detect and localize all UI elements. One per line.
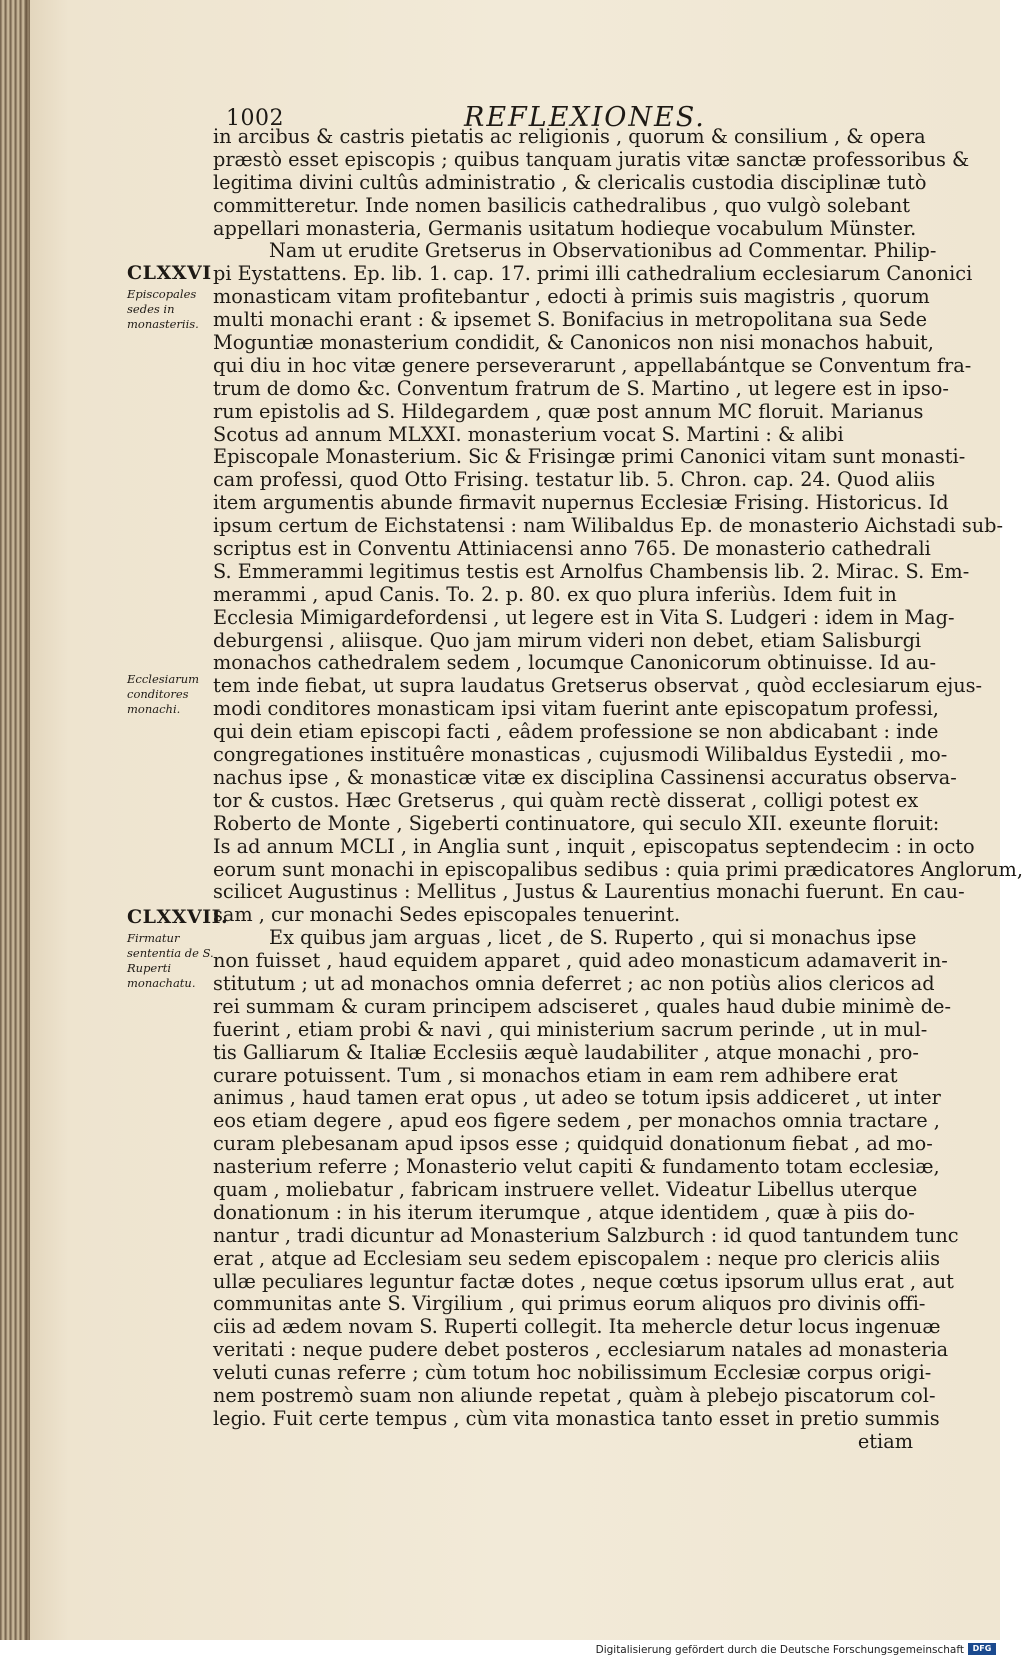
text-line: committeretur. Inde nomen basilicis cathedralibus , quo vulgò solebant — [213, 193, 911, 217]
margin-note-text: Ecclesiarum conditores monachi. — [127, 672, 200, 716]
text-line: pi Eystattens. Ep. lib. 1. cap. 17. primi illi cathedralium ecclesiarum Canonici — [213, 262, 973, 286]
text-line: eorum sunt monachi in episcopalibus sedibus : quia primi prædicatores Anglorum, — [213, 857, 1023, 881]
text-line: communitas ante S. Virgilium , qui primus eorum aliquos pro divinis offi- — [213, 1292, 926, 1316]
section-number: CLXXVII. — [127, 906, 229, 928]
text-line: Scotus ad annum MLXXI. monasterium vocat S. Martini : & alibi — [213, 422, 844, 446]
text-line: monasticam vitam profitebantur , edocti à primis suis magistris , quorum — [213, 285, 930, 309]
text-line: curam plebesanam apud ipsos esse ; quidquid donationum fiebat , ad mo- — [213, 1132, 933, 1156]
text-line: scilicet Augustinus : Mellitus , Justus & Laurentius monachi fuerunt. En cau- — [213, 880, 965, 904]
margin-note-2 — [127, 672, 217, 717]
text-line: ipsum certum de Eichstatensi : nam Wilibaldus Ep. de monasterio Aichstadi sub- — [213, 514, 1003, 538]
margin-note-text: Episcopales sedes in monasteriis. — [127, 287, 199, 331]
text-line: appellari monasteria, Germanis usitatum hodieque vocabulum Münster. — [213, 216, 917, 240]
text-line: etiam — [857, 1429, 913, 1453]
text-line: Is ad annum MCLI , in Anglia sunt , inquit , episcopatus septendecim : in octo — [213, 834, 975, 858]
text-line: ciis ad ædem novam S. Ruperti collegit. Ita mehercle detur locus ingenuæ — [213, 1315, 941, 1339]
text-line: scriptus est in Conventu Attiniacensi anno 765. De monasterio cathedrali — [213, 537, 931, 561]
text-line: deburgensi , aliisque. Quo jam mirum videri non debet, etiam Salisburgi — [213, 628, 922, 652]
text-line: fuerint , etiam probi & navi , qui ministerium sacrum perinde , ut in mul- — [213, 1017, 928, 1041]
text-line: stitutum ; ut ad monachos omnia deferret ; ac non potiùs alios clericos ad — [213, 971, 935, 995]
text-line: non fuisset , haud equidem apparet , quid adeo monasticum adamaverit in- — [213, 949, 948, 973]
text-line: Moguntiæ monasterium condidit, & Canonicos non nisi monachos habuit, — [213, 331, 934, 355]
text-line: quam , moliebatur , fabricam instruere vellet. Videatur Libellus uterque — [213, 1177, 918, 1201]
text-line: Ecclesia Mimigardefordensi , ut legere est in Vita S. Ludgeri : idem in Mag- — [213, 605, 955, 629]
text-line: item argumentis abunde firmavit nupernus Ecclesiæ Frising. Historicus. Id — [213, 491, 949, 515]
text-line: monachos cathedralem sedem , locumque Canonicorum obtinuisse. Id au- — [213, 651, 937, 675]
text-line: congregationes instituêre monasticas , cujusmodi Wilibaldus Eystedii , mo- — [213, 743, 948, 767]
text-line: modi conditores monasticam ipsi vitam fuerint ante episcopatum professi, — [213, 697, 939, 721]
text-line: qui dein etiam episcopi facti , eâdem professione se non abdicabant : inde — [213, 720, 939, 744]
margin-note-text: Firmatur sententia de S. Ruperti monachatu. — [127, 931, 214, 990]
text-line: trum de domo &c. Conventum fratrum de S. Martino , ut legere est in ipso- — [213, 376, 949, 400]
text-line: merammi , apud Canis. To. 2. p. 80. ex quo plura inferiùs. Idem fuit in — [213, 582, 897, 606]
text-line: nasterium referre ; Monasterio velut capiti & fundamento totam ecclesiæ, — [213, 1155, 940, 1179]
text-line: tem inde fiebat, ut supra laudatus Gretserus observat , quòd ecclesiarum ejus- — [213, 674, 983, 698]
text-line: multi monachi erant : & ipsemet S. Bonifacius in metropolitana sua Sede — [213, 308, 927, 332]
text-line: S. Emmerammi legitimus testis est Arnolfus Chambensis lib. 2. Mirac. S. Em- — [213, 559, 970, 583]
text-line: in arcibus & castris pietatis ac religionis , quorum & consilium , & opera — [213, 125, 926, 148]
text-line: donationum : in his iterum iterumque , atque identidem , quæ à piis do- — [213, 1200, 915, 1224]
text-line: rum epistolis ad S. Hildegardem , quæ post annum MC floruit. Marianus — [213, 399, 924, 423]
text-line: tis Galliarum & Italiæ Ecclesiis æquè laudabiliter , atque monachi , pro- — [213, 1040, 919, 1064]
text-line: nem postremò suam non aliunde repetat , quàm à plebejo piscatorum col- — [213, 1383, 936, 1407]
text-line: Nam ut erudite Gretserus in Observationibus ad Commentar. Philip- — [269, 239, 937, 263]
text-line: tor & custos. Hæc Gretserus , qui quàm rectè disserat , colligi potest ex — [213, 788, 919, 812]
text-line: animus , haud tamen erat opus , ut adeo se totum ipsis addiceret , ut inter — [213, 1086, 941, 1110]
section-number: CLXXVI — [127, 262, 212, 284]
text-line: Ex quibus jam arguas , licet , de S. Ruperto , qui si monachus ipse — [269, 926, 917, 950]
margin-note-1 — [127, 262, 217, 332]
body-text — [213, 125, 1023, 1454]
text-line: nantur , tradi dicuntur ad Monasterium Salzburch : id quod tantundem tunc — [213, 1223, 959, 1247]
funding-credit: Digitalisierung gefördert durch die Deutsche Forschungsgemeinschaft — [595, 1644, 964, 1656]
text-line: ullæ peculiares leguntur factæ dotes , neque cœtus ipsorum ullus erat , aut — [213, 1269, 954, 1293]
footer-bar — [0, 1640, 1000, 1657]
text-line: eos etiam degere , apud eos figere sedem , per monachos omnia tractare , — [213, 1109, 940, 1133]
text-line: Episcopale Monasterium. Sic & Frisingæ primi Canonici vitam sunt monasti- — [213, 445, 966, 469]
text-line: cam professi, quod Otto Frising. testatur lib. 5. Chron. cap. 24. Quod aliis — [213, 468, 936, 492]
text-line: curare potuissent. Tum , si monachos etiam in eam rem adhibere erat — [213, 1063, 898, 1087]
dfg-logo: DFG — [968, 1643, 996, 1655]
running-title: REFLEXIONES. — [464, 102, 706, 133]
text-line: rei summam & curam principem adsciseret , quales haud dubie minimè de- — [213, 994, 951, 1018]
text-line: erat , atque ad Ecclesiam seu sedem episcopalem : neque pro clericis aliis — [213, 1246, 941, 1270]
book-page — [30, 0, 1023, 1640]
text-line: Roberto de Monte , Sigeberti continuatore, qui seculo XII. exeunte floruit: — [213, 811, 940, 835]
text-line: præstò esset episcopis ; quibus tanquam juratis vitæ sanctæ professoribus & — [213, 147, 970, 171]
margin-note-3 — [127, 906, 229, 991]
text-line: legio. Fuit certe tempus , cùm vita monastica tanto esset in pretio summis — [213, 1406, 940, 1430]
text-line: nachus ipse , & monasticæ vitæ ex disciplina Cassinensi accuratus observa- — [213, 765, 957, 789]
text-line: sam , cur monachi Sedes episcopales tenuerint. — [213, 903, 681, 927]
text-line: veritati : neque pudere debet posteros , ecclesiarum natales ad monasteria — [213, 1338, 949, 1362]
text-line: qui diu in hoc vitæ genere perseverarunt , appellabántque se Conventum fra- — [213, 353, 972, 377]
text-line: veluti cunas referre ; cùm totum hoc nobilissimum Ecclesiæ corpus origi- — [213, 1361, 932, 1385]
page-number: 1002 — [226, 106, 284, 131]
text-line: legitima divini cultûs administratio , & clericalis custodia disciplinæ tutò — [213, 170, 927, 194]
